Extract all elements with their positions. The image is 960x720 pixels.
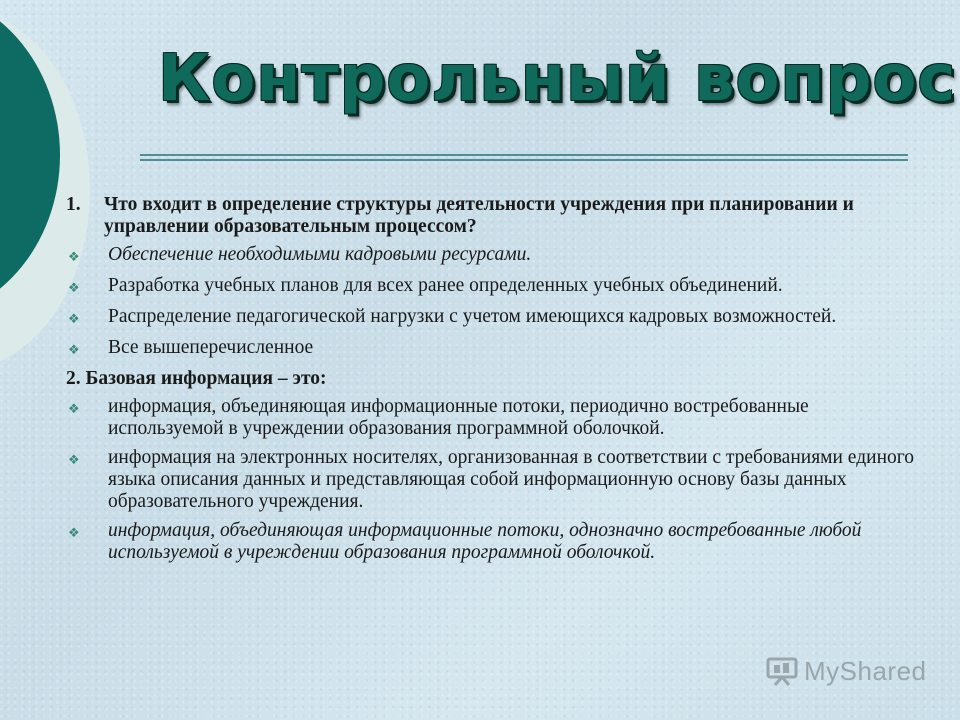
answer-option <box>66 275 926 299</box>
answer-option <box>66 396 926 440</box>
answer-text: Разработка учебных планов для всех ранее определенных учебных объединений. <box>108 275 783 296</box>
answer-text: информация, объединяющая информационные потоки, однозначно востребованные любой используемой в учреждении образования программной оболочкой. <box>108 520 862 563</box>
answer-text: Обеспечение необходимыми кадровыми ресурсами. <box>108 244 532 265</box>
answer-option <box>66 337 926 361</box>
answer-text: Распределение педагогической нагрузки с учетом имеющихся кадровых возможностей. <box>108 306 837 327</box>
diamond-bullet-icon: ❖ <box>68 249 80 264</box>
question-2: 2. Базовая информация – это: <box>66 368 327 389</box>
diamond-bullet-icon: ❖ <box>68 525 80 540</box>
watermark-logo <box>766 656 927 687</box>
slide-title: Контрольный вопрос <box>158 42 957 116</box>
answer-option <box>66 244 926 268</box>
question-1-number: 1. <box>66 194 81 215</box>
answer-text: информация, объединяющая информационные потоки, периодично востребованные используемой в учреждении образования программной оболочкой. <box>108 396 809 439</box>
answer-text: Все вышеперечисленное <box>108 337 314 358</box>
answer-option <box>66 447 926 513</box>
diamond-bullet-icon: ❖ <box>68 342 80 357</box>
title-divider <box>140 154 908 161</box>
slide-content <box>66 194 926 571</box>
question-1-text: Что входит в определение структуры деятельности учреждения при планировании и управлении образовательным процессом? <box>104 194 854 237</box>
diamond-bullet-icon: ❖ <box>68 401 80 416</box>
diamond-bullet-icon: ❖ <box>68 311 80 326</box>
answer-option <box>66 520 926 564</box>
diamond-bullet-icon: ❖ <box>68 452 80 467</box>
answer-text: информация на электронных носителях, организованная в соответствии с требованиями единого языка описания данных и представляющая собой информационную основу базы данных образовательного учреждения. <box>108 447 915 512</box>
question-1 <box>66 194 926 238</box>
answer-option <box>66 306 926 330</box>
watermark-text: MyShared <box>804 656 927 686</box>
presentation-screen-icon <box>766 657 800 687</box>
diamond-bullet-icon: ❖ <box>68 280 80 295</box>
